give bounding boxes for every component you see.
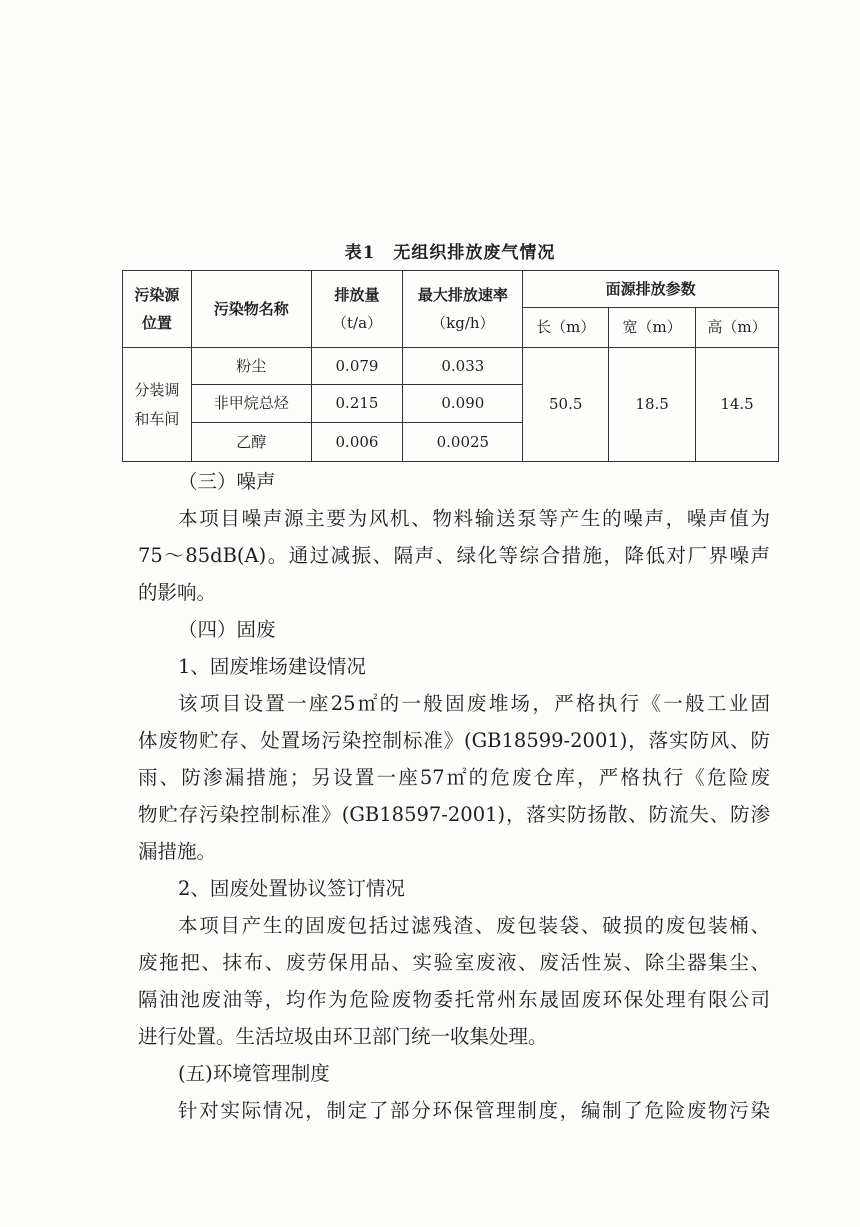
location-cell xyxy=(123,348,192,462)
text-line: 隔油池废油等，均作为危险废物委托常州东晟固废环保处理有限公司 xyxy=(138,988,770,1011)
table-row xyxy=(123,348,779,385)
text-line: （四）固废 xyxy=(178,618,276,641)
header-max-rate xyxy=(403,271,523,348)
header-location xyxy=(123,271,192,348)
pollutant-cell: 乙醇 xyxy=(191,423,311,462)
text-line: （三）噪声 xyxy=(178,470,276,493)
text-line: 雨、防渗漏措施；另设置一座57㎡的危废仓库，严格执行《危险废 xyxy=(138,766,770,789)
header-amount xyxy=(311,271,403,348)
amount-cell: 0.215 xyxy=(311,385,403,423)
text-line: (五)环境管理制度 xyxy=(178,1062,330,1085)
text-line: 针对实际情况，制定了部分环保管理制度，编制了危险废物污染 xyxy=(178,1099,770,1122)
height-cell: 14.5 xyxy=(696,348,779,462)
text-line: 漏措施。 xyxy=(138,840,217,863)
location-line2: 和车间 xyxy=(134,409,180,428)
header-width: 宽（m） xyxy=(609,308,696,348)
text-line: 体废物贮存、处置场污染控制标准》(GB18599-2001)，落实防风、防 xyxy=(138,729,770,752)
location-line1: 分装调 xyxy=(134,381,180,399)
max-rate-cell: 0.033 xyxy=(403,348,523,385)
header-area-group: 面源排放参数 xyxy=(523,271,779,308)
header-height: 高（m） xyxy=(696,308,779,348)
text-line: 的影响。 xyxy=(138,581,217,604)
pollutant-cell: 非甲烷总烃 xyxy=(191,385,311,423)
pollutant-cell: 粉尘 xyxy=(191,348,311,385)
text-line: 物贮存污染控制标准》(GB18597-2001)，落实防扬散、防流失、防渗 xyxy=(138,803,770,826)
header-pollutant: 污染物名称 xyxy=(191,271,311,348)
width-cell: 18.5 xyxy=(609,348,696,462)
text-line: 1、固废堆场建设情况 xyxy=(178,655,366,678)
header-location-line1: 污染源 xyxy=(134,285,180,304)
text-line: 本项目噪声源主要为风机、物料输送泵等产生的噪声，噪声值为 xyxy=(178,507,770,530)
amount-cell: 0.006 xyxy=(311,423,403,462)
header-max-rate-line1: 最大排放速率 xyxy=(417,285,508,304)
length-cell: 50.5 xyxy=(523,348,609,462)
header-location-line2: 位置 xyxy=(141,314,172,332)
text-line: 75～85dB(A)。通过减振、隔声、绿化等综合措施，降低对厂界噪声 xyxy=(138,544,770,567)
text-line: 本项目产生的固废包括过滤残渣、废包装袋、破损的废包装桶、 xyxy=(178,914,770,937)
header-max-rate-unit: （kg/h） xyxy=(431,314,495,332)
text-line: 2、固废处置协议签订情况 xyxy=(178,877,405,900)
header-length: 长（m） xyxy=(523,308,609,348)
text-line: 该项目设置一座25㎡的一般固废堆场，严格执行《一般工业固 xyxy=(178,692,770,715)
amount-cell: 0.079 xyxy=(311,348,403,385)
header-amount-line1: 排放量 xyxy=(334,285,380,304)
text-line: 进行处置。生活垃圾由环卫部门统一收集处理。 xyxy=(138,1025,548,1048)
emission-table xyxy=(122,270,779,462)
max-rate-cell: 0.0025 xyxy=(403,423,523,462)
table-caption: 表1 无组织排放废气情况 xyxy=(344,243,556,263)
text-line: 废拖把、抹布、废劳保用品、实验室废液、废活性炭、除尘器集尘、 xyxy=(138,951,770,974)
max-rate-cell: 0.090 xyxy=(403,385,523,423)
header-amount-unit: （t/a） xyxy=(331,314,383,332)
